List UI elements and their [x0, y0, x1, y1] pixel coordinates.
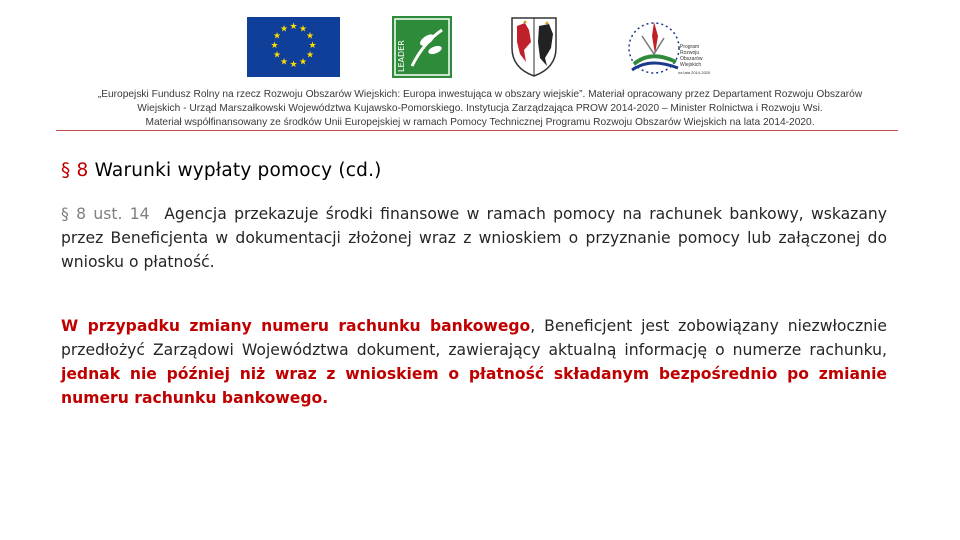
svg-text:★: ★ [305, 31, 315, 42]
svg-text:★: ★ [289, 60, 298, 70]
svg-text:★: ★ [289, 22, 298, 32]
svg-text:★: ★ [279, 57, 289, 68]
paragraph-text: , Beneficjent jest zobowiązany niezwłocznie przedłożyć Zarządowi Województwa dokument, zawierający aktualną informację o numerze rachunku, [61, 317, 887, 359]
prow-line: Obszarów [680, 56, 703, 62]
svg-text:★: ★ [305, 50, 315, 61]
prow-logo [624, 14, 724, 80]
prow-line: Program [680, 44, 700, 50]
leader-logo [392, 16, 452, 78]
paragraph-text: Agencja przekazuje środki finansowe w ramach pomocy na rachunek bankowy, wskazany przez Beneficjenta w dokumentacji złożonej wraz z wnioskiem o przyznanie pomocy lub załączonej do wniosku o płatność. [61, 205, 887, 271]
prow-period: na lata 2014-2020 [678, 70, 711, 75]
disclaimer-line: „Europejski Fundusz Rolny na rzecz Rozwoju Obszarów Wiejskich: Europa inwestująca w obszary wiejskie”. Materiał opracowany przez Departament Rozwoju Obszarów [97, 89, 863, 100]
logo-bar [0, 14, 960, 80]
highlight-text: W przypadku zmiany numeru rachunku bankowego [61, 317, 531, 335]
svg-text:★: ★ [279, 24, 289, 35]
disclaimer-line: Wiejskich - Urząd Marszałkowski Województwa Kujawsko-Pomorskiego. Instytucja Zarządzająca PROW 2014-2020 – Minister Rolnictwa i Rozwoju Wsi. [137, 103, 823, 114]
highlight-text: jednak nie później niż wraz z wnioskiem o płatność składanym bezpośrednio po zmianie numeru rachunku bankowego. [61, 365, 887, 407]
coat-of-arms-logo [509, 14, 559, 78]
disclaimer-line: Materiał współfinansowany ze środków Unii Europejskiej w ramach Pomocy Technicznej Programu Rozwoju Obszarów Wiejskich na lata 2014-2020. [145, 117, 815, 128]
svg-text:★: ★ [272, 31, 282, 42]
article-reference: § 8 ust. 14 [61, 205, 150, 223]
header-divider [56, 130, 898, 131]
eu-stars-icon [247, 17, 340, 77]
svg-text:★: ★ [298, 24, 308, 35]
svg-text:★: ★ [298, 57, 308, 68]
funding-disclaimer [40, 88, 920, 130]
section-number: § 8 [61, 160, 89, 181]
page-title [61, 160, 382, 181]
paragraph-bank-account [61, 202, 887, 274]
svg-text:★: ★ [270, 41, 279, 51]
leader-wordmark: LEADER [397, 40, 406, 72]
paragraph-account-change [61, 314, 887, 410]
svg-text:★: ★ [272, 50, 282, 61]
prow-line: Rozwoju [680, 50, 700, 56]
section-title: Warunki wypłaty pomocy (cd.) [94, 160, 382, 181]
svg-text:★: ★ [308, 41, 317, 51]
prow-wordmark [680, 44, 724, 68]
prow-line: Wiejskich [680, 62, 702, 68]
eu-flag-logo [247, 17, 340, 77]
